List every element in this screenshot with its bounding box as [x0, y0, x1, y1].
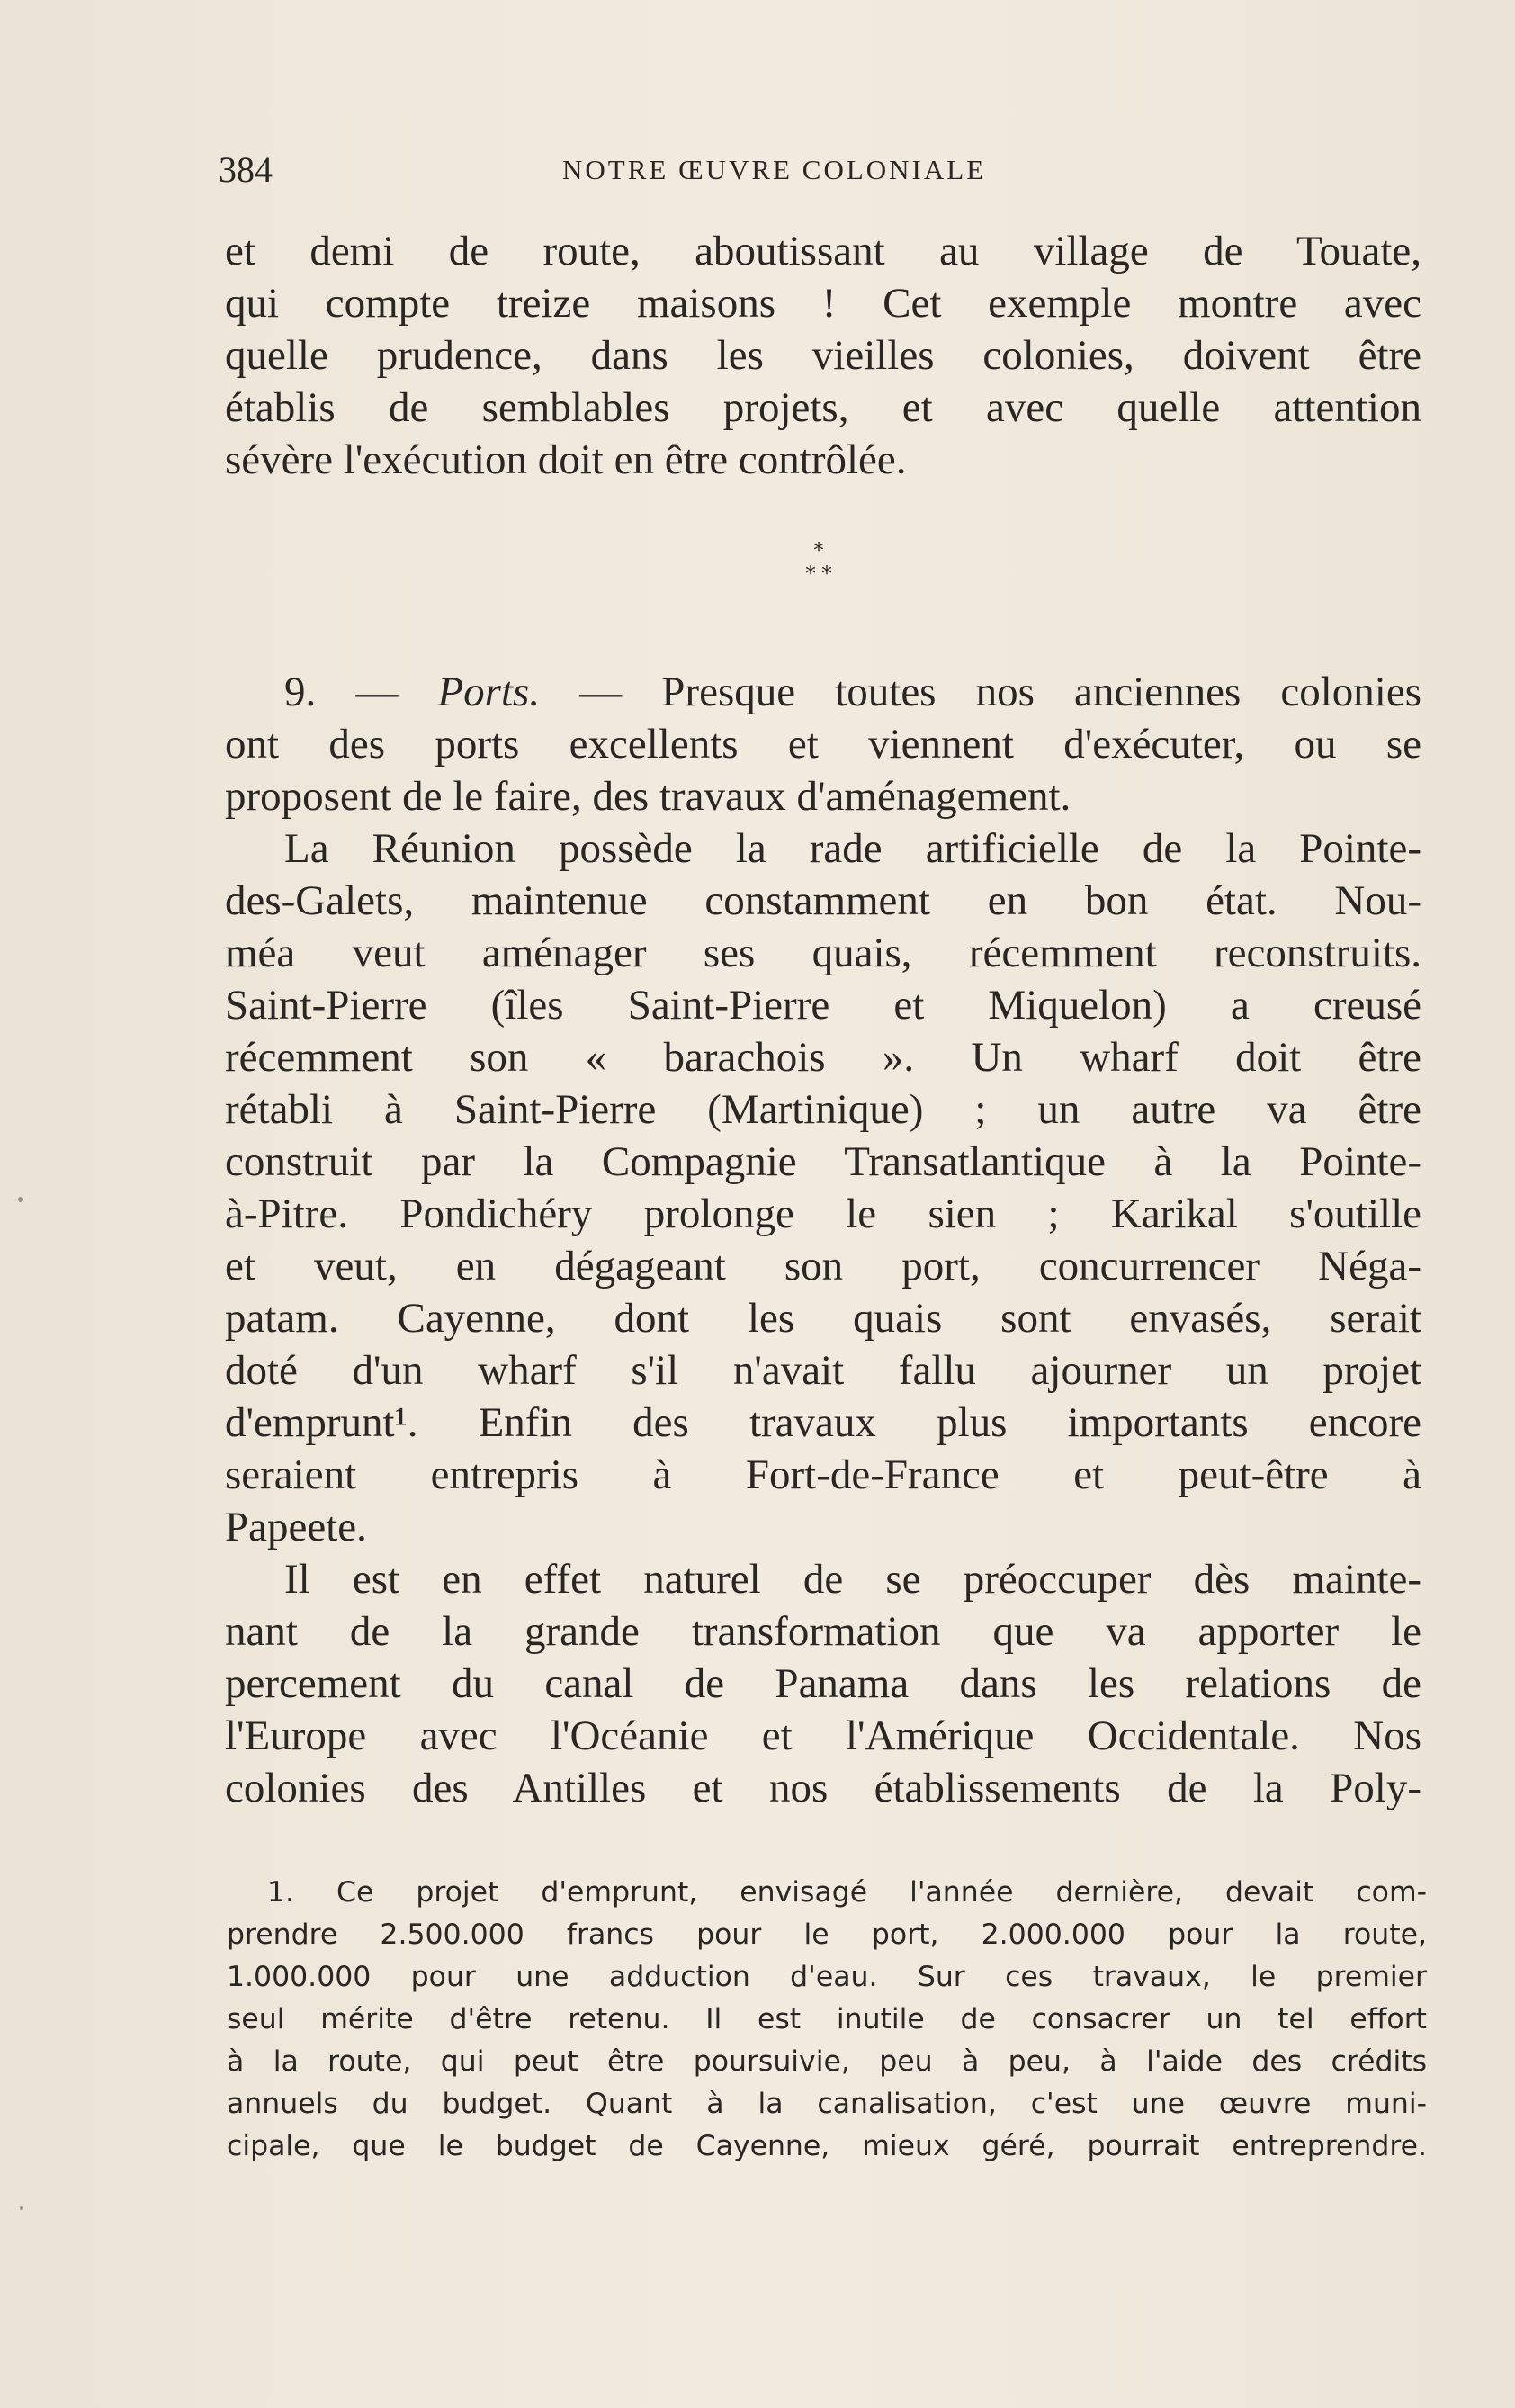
text-line: à-Pitre. Pondichéry prolonge le sien ; Karikal s'outille: [225, 1191, 1421, 1237]
footnote-line: annuels du budget. Quant à la canalisation, c'est une œuvre muni-: [227, 2088, 1427, 2120]
text-line: d'emprunt¹. Enfin des travaux plus importants encore: [225, 1399, 1421, 1446]
separator-star-top: *: [813, 540, 824, 562]
footnote-line: 1. Ce projet d'emprunt, envisagé l'année dernière, devait com-: [267, 1876, 1427, 1909]
section-ports: [225, 666, 1421, 1814]
paper-speck: [18, 1197, 23, 1202]
text-line: percement du canal de Panama dans les relations de: [225, 1660, 1421, 1707]
page-header: [219, 148, 1424, 189]
separator-stars-bottom: * *: [805, 563, 832, 586]
text-line: proposent de le faire, des travaux d'aménagement.: [225, 773, 1071, 820]
footnotes: [227, 1872, 1427, 2168]
page-number: 384: [219, 149, 273, 190]
section-dash: —: [540, 669, 662, 715]
text-line: Papeete.: [225, 1504, 367, 1550]
intro-paragraph: [225, 225, 1421, 486]
footnote-line: seul mérite d'être retenu. Il est inutile de consacrer un tel effort: [227, 2003, 1427, 2035]
text-line: sévère l'exécution doit en être contrôlée.: [225, 436, 907, 483]
footnote-line: cipale, que le budget de Cayenne, mieux géré, pourrait entreprendre.: [227, 2130, 1427, 2162]
text-line: Saint-Pierre (îles Saint-Pierre et Miquelon) a creusé: [225, 982, 1421, 1029]
text-line: Il est en effet naturel de se préoccuper dès mainte-: [284, 1556, 1421, 1603]
text-line: récemment son « barachois ». Un wharf doit être: [225, 1034, 1421, 1081]
footnote-line: prendre 2.500.000 francs pour le port, 2.000.000 pour la route,: [227, 1918, 1427, 1951]
text-line: La Réunion possède la rade artificielle de la Pointe-: [284, 825, 1421, 872]
text-line: qui compte treize maisons ! Cet exemple montre avec: [225, 280, 1421, 327]
text-line: ont des ports excellents et viennent d'exécuter, ou se: [225, 721, 1421, 768]
text-line: patam. Cayenne, dont les quais sont envasés, serait: [225, 1295, 1421, 1342]
section-title: Ports.: [437, 669, 541, 715]
text-line: et veut, en dégageant son port, concurrencer Néga-: [225, 1243, 1421, 1289]
text-line: établis de semblables projets, et avec quelle attention: [225, 384, 1421, 431]
section-heading-line: [225, 666, 1421, 718]
text-line: seraient entrepris à Fort-de-France et peut-être à: [225, 1451, 1421, 1498]
text-line: colonies des Antilles et nos établissements de la Poly-: [225, 1765, 1421, 1811]
running-title: NOTRE ŒUVRE COLONIALE: [562, 154, 987, 185]
text-line: rétabli à Saint-Pierre (Martinique) ; un autre va être: [225, 1086, 1421, 1133]
text-line: et demi de route, aboutissant au village de Touate,: [225, 228, 1421, 274]
section-number: 9. —: [284, 669, 399, 715]
footnote-line: 1.000.000 pour une adduction d'eau. Sur ces travaux, le premier: [227, 1961, 1427, 1993]
text-line: quelle prudence, dans les vieilles colonies, doivent être: [225, 332, 1421, 379]
paper-speck: [20, 2206, 23, 2210]
section-first-line-text: Presque toutes nos anciennes colonies: [661, 669, 1422, 715]
text-line: l'Europe avec l'Océanie et l'Amérique Occidentale. Nos: [225, 1712, 1421, 1759]
text-line: doté d'un wharf s'il n'avait fallu ajourner un projet: [225, 1347, 1421, 1394]
text-line: méa veut aménager ses quais, récemment reconstruits.: [225, 930, 1421, 976]
text-line: nant de la grande transformation que va apporter le: [225, 1608, 1421, 1655]
section-separator: [792, 540, 846, 594]
text-line: des-Galets, maintenue constamment en bon état. Nou-: [225, 877, 1421, 924]
footnote-line: à la route, qui peut être poursuivie, peu à peu, à l'aide des crédits: [227, 2045, 1427, 2078]
text-line: construit par la Compagnie Transatlantique à la Pointe-: [225, 1138, 1421, 1185]
